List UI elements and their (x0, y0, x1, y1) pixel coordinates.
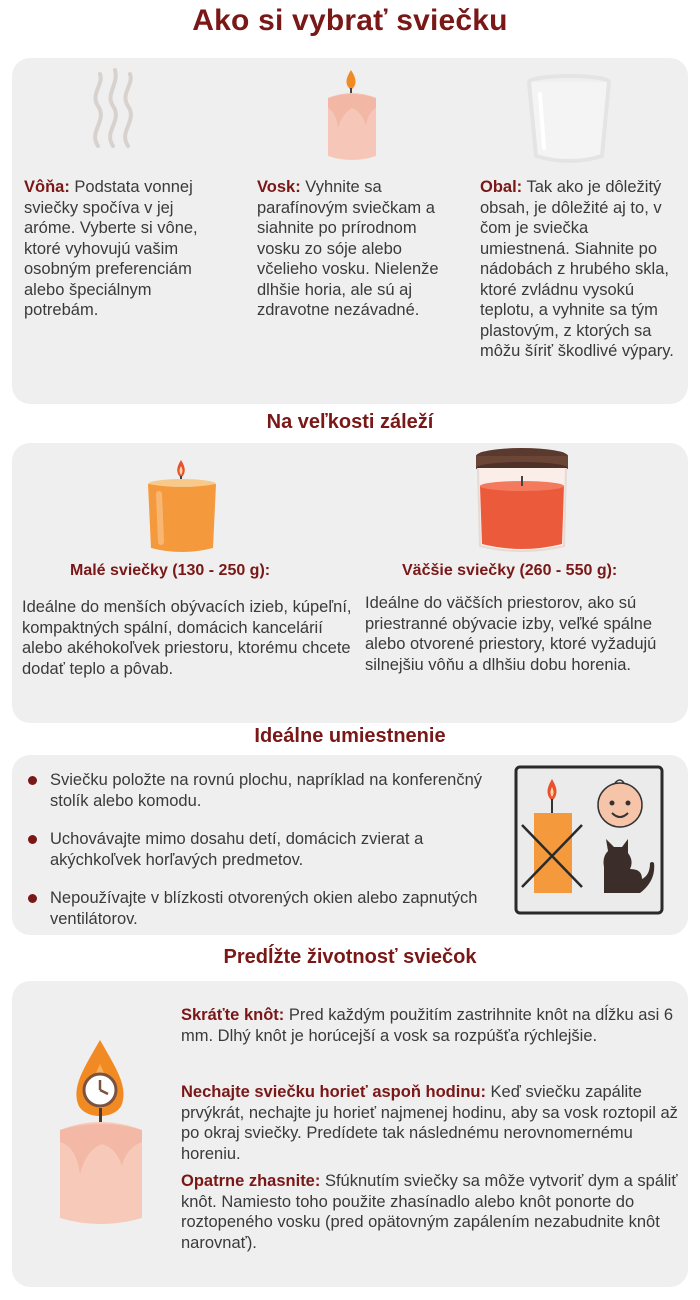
extinguish-text: Sfúknutím sviečky sa môže vytvoriť dym a spáliť knôt. Namiesto toho použite zhasínadlo alebo knôt ponorte do roztopeného vosku (pred opätovným zapálením nezabudnite knôt narovnať). (181, 1172, 678, 1252)
lifespan-heading: Predĺžte životnosť sviečok (223, 946, 477, 968)
small-candle-icon (145, 458, 219, 556)
candle-icon (322, 68, 382, 164)
scent-label: Vôňa: (24, 178, 70, 196)
large-candles-text: Ideálne do väčších priestorov, ako sú priestranné obývacie izby, veľké spálne alebo otvorené priestory, ktoré vyžadujú silnejšiu vôňu a dlhšiu dobu horenia. (365, 594, 657, 674)
placement-bullet: Uchovávajte mimo dosahu detí, domácich zvierat a akýchkoľvek horľavých predmetov. (50, 830, 424, 869)
size-card (12, 443, 688, 723)
large-candles-title: Väčšie sviečky (260 - 550 g): (402, 562, 618, 579)
size-heading: Na veľkosti záleží (266, 411, 434, 433)
burn-hour-text: Keď sviečku zapálite prvýkrát, nechajte ju horieť najmenej hodinu, aby sa vosk roztopil až po okraj sviečky. Predídete tak následnému nerovnomernému horeniu. (181, 1083, 678, 1163)
page-title: Ako si vybrať sviečku (192, 4, 508, 37)
trim-wick-label: Skráťte knôt: (181, 1006, 285, 1024)
bullet-icon (28, 894, 37, 903)
scent-text (24, 177, 229, 321)
scent-description: Podstata vonnej sviečky spočíva v jej aróme. Vyberte si vône, ktoré vyhovujú vašim osobným preferenciám alebo špeciálnym potrebám. (24, 178, 198, 319)
container-text (480, 177, 680, 362)
small-candles-text: Ideálne do menších obývacích izieb, kúpeľní, kompaktných spální, domácich kancelárií alebo akéhokoľvek priestoru, ktorému chcete dodať teplo a pôvab. (22, 598, 352, 678)
burn-hour-label: Nechajte sviečku horieť aspoň hodinu: (181, 1083, 486, 1101)
wax-text (257, 177, 452, 321)
small-candles-title: Malé sviečky (130 - 250 g): (70, 562, 271, 579)
extinguish-tip (181, 1171, 681, 1253)
wax-label: Vosk: (257, 178, 301, 196)
burn-hour-tip (181, 1082, 681, 1164)
burning-candle-clock-icon (56, 1038, 146, 1230)
glass-jar-icon (524, 74, 614, 164)
large-candle-icon (472, 446, 572, 554)
extinguish-label: Opatrne zhasnite: (181, 1172, 321, 1190)
placement-heading: Ideálne umiestnenie (254, 725, 446, 747)
container-label: Obal: (480, 178, 523, 196)
trim-wick-text: Pred každým použitím zastrihnite knôt na dĺžku asi 6 mm. Dlhý knôt je horúcejší a vosk sa rozpúšťa rýchlejšie. (181, 1006, 674, 1045)
trim-wick-tip (181, 1005, 681, 1046)
placement-bullet: Sviečku položte na rovnú plochu, napríklad na konferenčný stolík alebo komodu. (50, 771, 483, 810)
container-description: Tak ako je dôležitý obsah, je dôležité aj to, v čom je sviečka umiestnená. Siahnite po nádobách z hrubého skla, ktoré zvládnu vysokú teplotu, a vyhnite sa tým plastovým, z ktorých sa môžu šíriť škodlivé výpary. (480, 178, 674, 360)
wax-description: Vyhnite sa parafínovým sviečkam a siahnite po prírodnom vosku zo sóje alebo včelieho vosku. Nielenže dlhšie horia, ale sú aj zdravotne nezávadné. (257, 178, 439, 319)
bullet-icon (28, 835, 37, 844)
bullet-icon (28, 776, 37, 785)
safety-warning-icon (514, 765, 664, 915)
scent-icon (88, 66, 138, 156)
placement-bullet: Nepoužívajte v blízkosti otvorených okien alebo zapnutých ventilátorov. (50, 889, 478, 928)
